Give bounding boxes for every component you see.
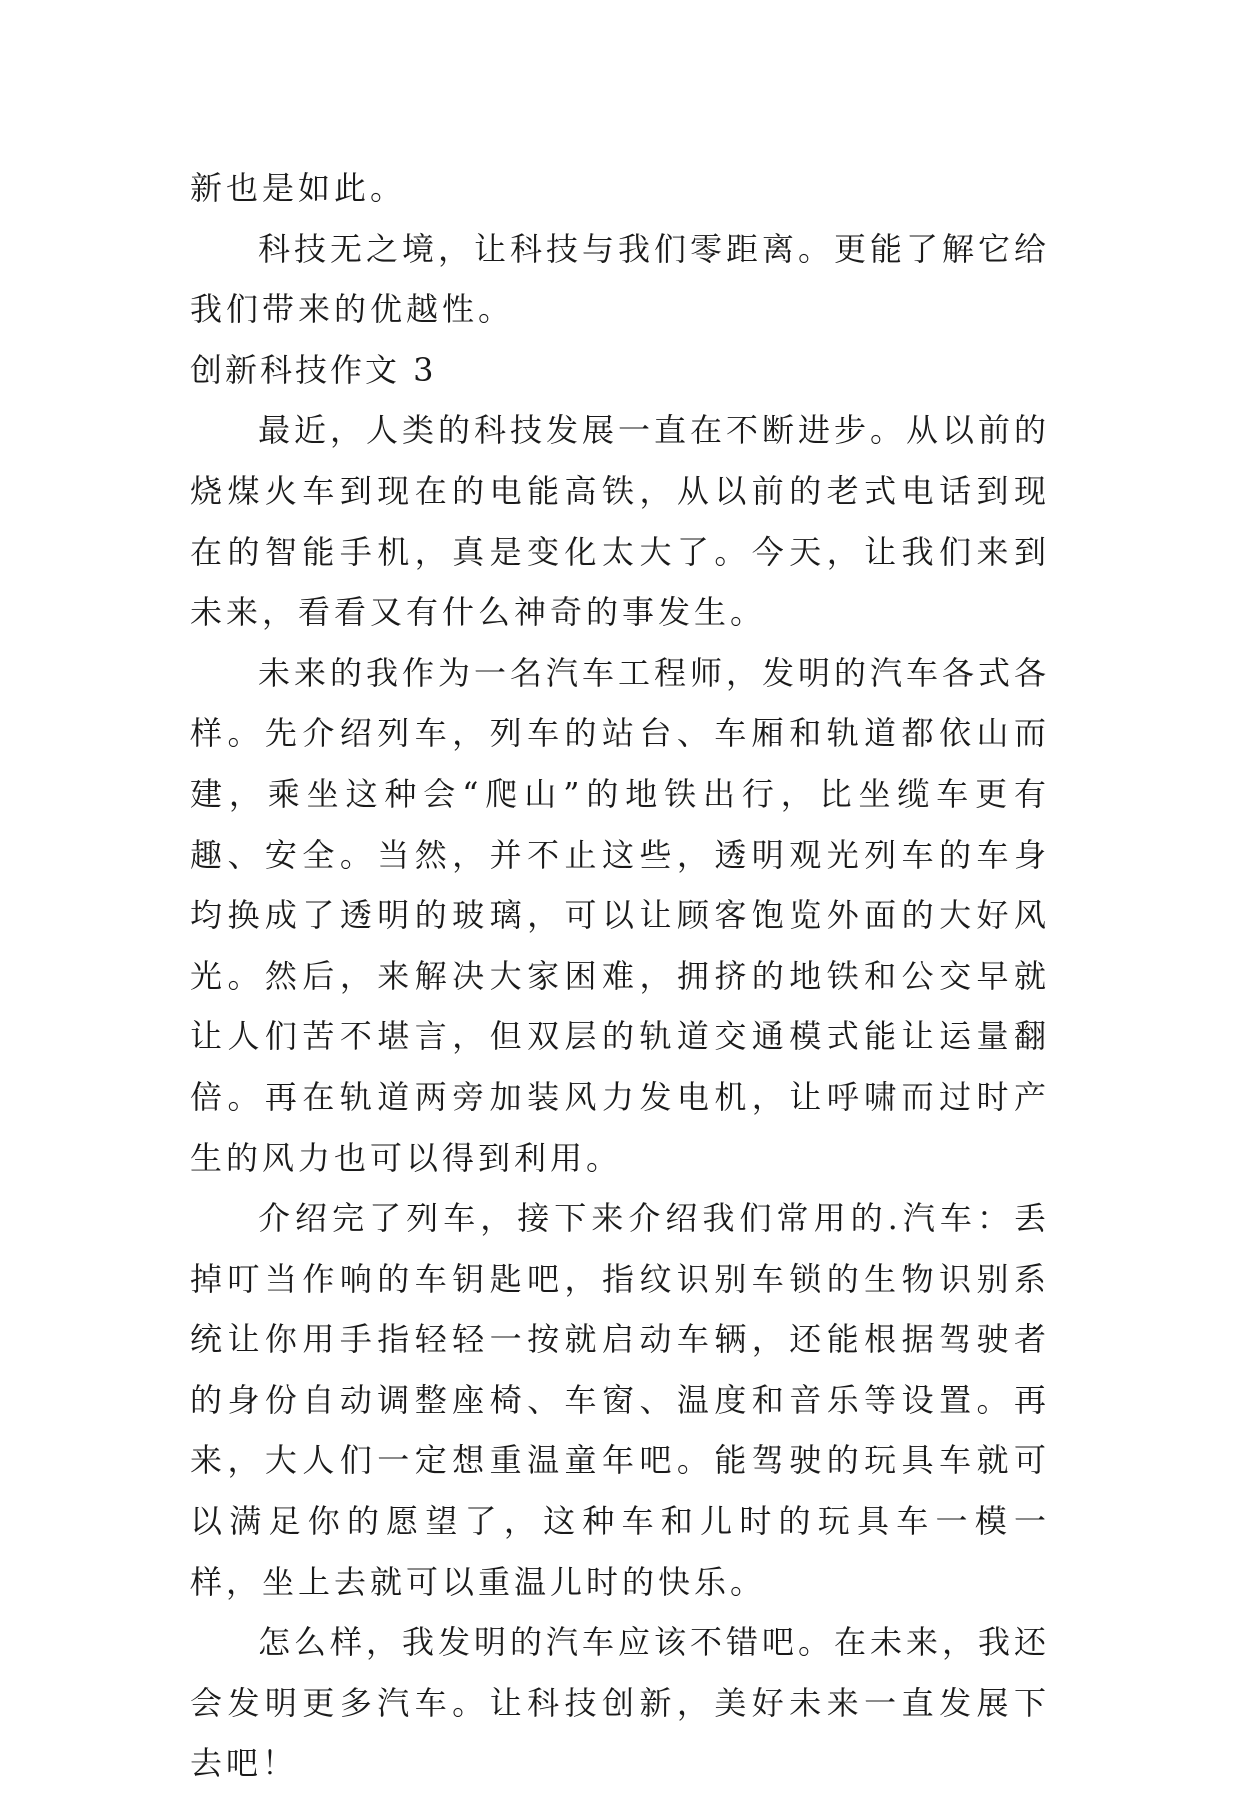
paragraph-future-cars: 介绍完了列车，接下来介绍我们常用的.汽车：丢掉叮当作响的车钥匙吧，指纹识别车锁的生物识别系统让你用手指轻轻一按就启动车辆，还能根据驾驶者的身份自动调整座椅、车窗、温度和音乐等设置。再来，大人们一定想重温童年吧。能驾驶的玩具车就可以满足你的愿望了，这种车和儿时的玩具车一模一样，坐上去就可以重温儿时的快乐。 <box>190 1199 1050 1601</box>
paragraph-conclusion: 怎么样，我发明的汽车应该不错吧。在未来，我还会发明更多汽车。让科技创新，美好未来一直发展下去吧！ <box>190 1623 1051 1783</box>
paragraph-future-trains: 未来的我作为一名汽车工程师，发明的汽车各式各样。先介绍列车，列车的站台、车厢和轨道都依山而建，乘坐这种会“爬山”的地铁出行，比坐缆车更有趣、安全。当然，并不止这些，透明观光列车的车身均换成了透明的玻璃，可以让顾客饱览外面的大好风光。然后，来解决大家困难，拥挤的地铁和公交早就让人们苦不堪言，但双层的轨道交通模式能让运量翻倍。再在轨道两旁加装风力发电机，让呼啸而过时产生的风力也可以得到利用。 <box>190 653 1051 1177</box>
essay-heading: 创新科技作文 3 <box>190 350 437 389</box>
document-body <box>190 158 1050 1794</box>
paragraph-recent-progress: 最近，人类的科技发展一直在不断进步。从以前的烧煤火车到现在的电能高铁，从以前的老式电话到现在的智能手机，真是变化太大了。今天，让我们来到未来，看看又有什么神奇的事发生。 <box>190 411 1051 632</box>
paragraph-tech-boundless: 科技无之境，让科技与我们零距离。更能了解它给我们带来的优越性。 <box>190 229 1051 329</box>
paragraph-continuation: 新也是如此。 <box>190 169 407 207</box>
